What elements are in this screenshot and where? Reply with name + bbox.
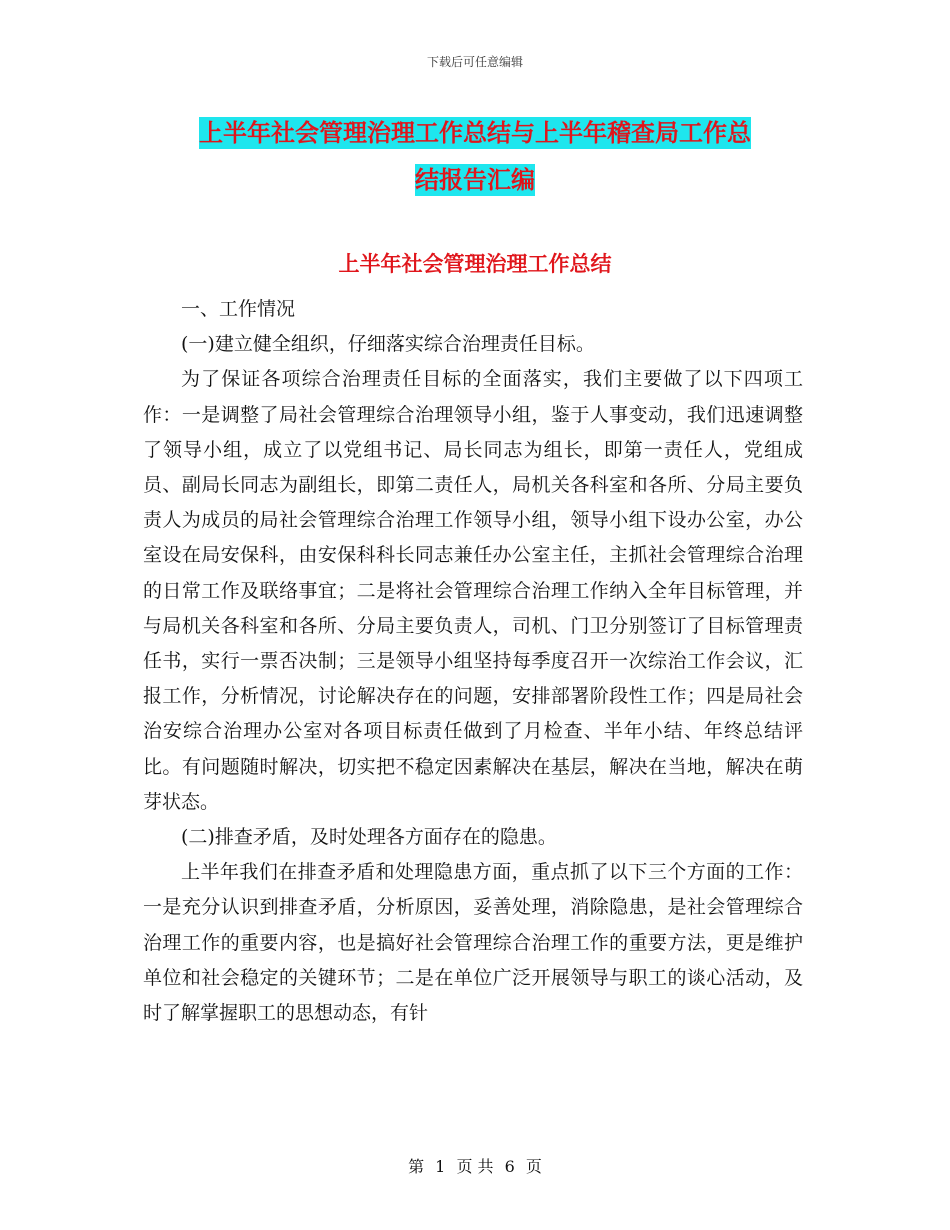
title-line-1-text: 上半年社会管理治理工作总结与上半年稽查局工作总 bbox=[199, 119, 751, 147]
section-title: 上半年社会管理治理工作总结 bbox=[338, 252, 612, 276]
page-number-total: 6 bbox=[504, 1157, 515, 1176]
paragraph-subheading-2: (二)排查矛盾，及时处理各方面存在的隐患。 bbox=[181, 826, 557, 849]
footer-prefix: 第 bbox=[408, 1157, 425, 1176]
header-note: 下载后可任意编辑 bbox=[426, 55, 523, 69]
footer-suffix: 页 bbox=[525, 1157, 542, 1176]
document-title-line-1 bbox=[150, 110, 800, 157]
document-body bbox=[143, 292, 803, 1031]
document-title-line-2 bbox=[150, 157, 800, 204]
paragraph-body-2: 上半年我们在排查矛盾和处理隐患方面，重点抓了以下三个方面的工作：一是充分认识到排查矛盾，分析原因，妥善处理，消除隐患，是社会管理综合治理工作的重要内容，也是搞好社会管理综合治理工作的重要方法，更是维护单位和社会稳定的关键环节；二是在单位广泛开展领导与职工的谈心活动，及时了解掌握职工的思想动态，有针 bbox=[143, 861, 803, 1025]
page-footer bbox=[0, 1154, 950, 1177]
footer-middle: 页 共 bbox=[456, 1157, 494, 1176]
page-number-current: 1 bbox=[435, 1157, 446, 1176]
document-title bbox=[150, 110, 800, 204]
paragraph-body-1: 为了保证各项综合治理责任目标的全面落实，我们主要做了以下四项工作：一是调整了局社会管理综合治理领导小组，鉴于人事变动，我们迅速调整了领导小组，成立了以党组书记、局长同志为组长，即第一责任人，党组成员、副局长同志为副组长，即第二责任人，局机关各科室和各所、分局主要负责人为成员的局社会管理综合治理工作领导小组，领导小组下设办公室，办公室设在局安保科，由安保科科长同志兼任办公室主任，主抓社会管理综合治理的日常工作及联络事宜；二是将社会管理综合治理工作纳入全年目标管理，并与局机关各科室和各所、分局主要负责人，司机、门卫分别签订了目标管理责任书，实行一票否决制；三是领导小组坚持每季度召开一次综治工作会议，汇报工作，分析情况，讨论解决存在的问题，安排部署阶段性工作；四是局社会治安综合治理办公室对各项目标责任做到了月检查、半年小结、年终总结评比。有问题随时解决，切实把不稳定因素解决在基层，解决在当地，解决在萌芽状态。 bbox=[143, 368, 803, 813]
paragraph-heading-1: 一、工作情况 bbox=[181, 298, 296, 320]
paragraph-subheading-1: (一)建立健全组织，仔细落实综合治理责任目标。 bbox=[181, 333, 595, 356]
title-line-2-text: 结报告汇编 bbox=[415, 166, 535, 194]
